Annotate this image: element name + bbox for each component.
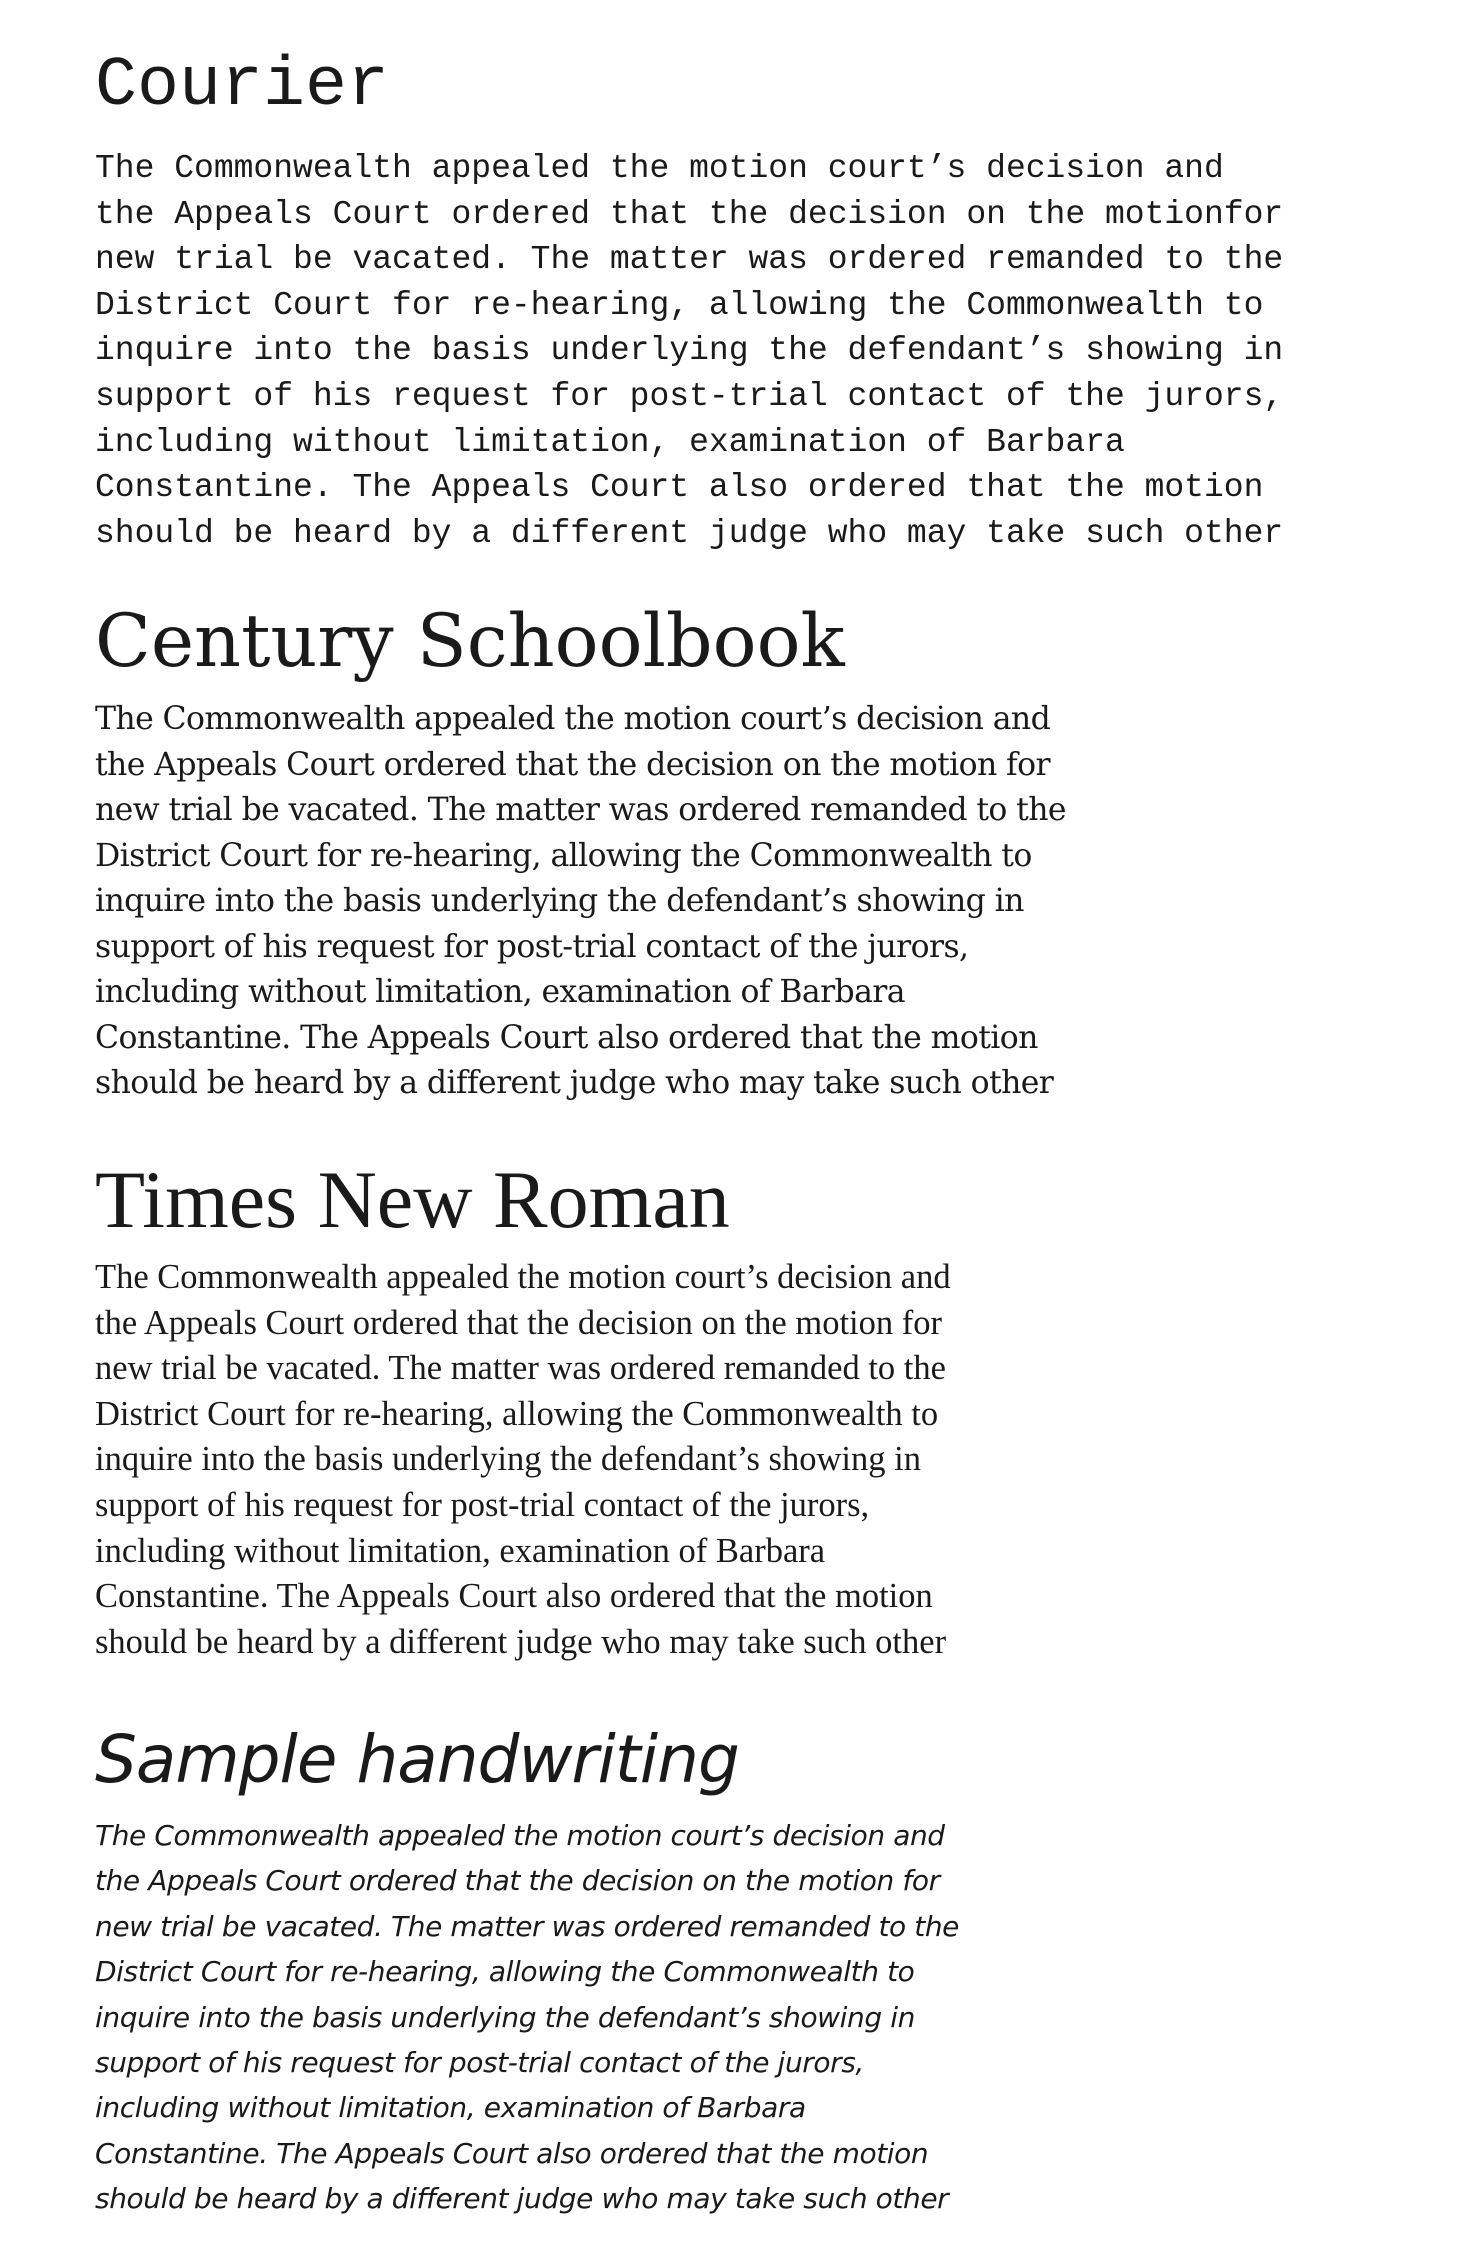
handwriting-line: inquire into the basis underlying the defendant’s showing in — [95, 2000, 916, 2034]
handwriting-line: Constantine. The Appeals Court also ordered that the motion — [95, 2136, 929, 2170]
century-schoolbook-paragraph — [95, 697, 1066, 1107]
century-schoolbook-sample — [95, 597, 1066, 1107]
courier-line: new trial be vacated. The matter was ordered remanded to the — [95, 241, 1284, 279]
handwriting-line: support of his request for post-trial contact of the jurors, — [95, 2046, 864, 2080]
times-new-roman-line: The Commonwealth appealed the motion court’s decision and — [95, 1258, 951, 1296]
times-new-roman-line: Constantine. The Appeals Court also ordered that the motion — [95, 1577, 933, 1616]
courier-paragraph — [95, 146, 1283, 556]
century-schoolbook-line: new trial be vacated. The matter was ordered remanded to the — [95, 792, 1066, 828]
century-schoolbook-line: The Commonwealth appealed the motion court’s decision and — [95, 701, 1051, 737]
times-new-roman-line: District Court for re-hearing, allowing the Commonwealth to — [95, 1394, 939, 1433]
courier-line: support of his request for post-trial contact of the jurors, — [95, 377, 1284, 415]
century-schoolbook-line: including without limitation, examination of Barbara — [95, 974, 905, 1010]
courier-line: should be heard by a different judge who may take such other — [95, 514, 1284, 552]
handwriting-paragraph — [95, 1813, 959, 2222]
century-schoolbook-line: should be heard by a different judge who may take such other — [95, 1065, 1054, 1101]
century-schoolbook-line: inquire into the basis underlying the defendant’s showing in — [95, 883, 1024, 919]
courier-line: District Court for re-hearing, allowing the Commonwealth to — [95, 286, 1264, 324]
times-new-roman-paragraph — [95, 1255, 951, 1665]
century-schoolbook-heading: Century Schoolbook — [95, 599, 845, 684]
courier-heading: Courier — [95, 47, 390, 126]
courier-line: Constantine. The Appeals Court also ordered that the motion — [95, 469, 1264, 507]
times-new-roman-line: support of his request for post-trial contact of the jurors, — [95, 1485, 870, 1524]
courier-sample — [95, 42, 1283, 556]
courier-line: The Commonwealth appealed the motion court’s decision and — [95, 150, 1224, 187]
century-schoolbook-line: the Appeals Court ordered that the decision on the motion for — [95, 746, 1050, 783]
handwriting-line: The Commonwealth appealed the motion court’s decision and — [95, 1819, 945, 1852]
handwriting-line: new trial be vacated. The matter was ordered remanded to the — [95, 1909, 960, 1943]
times-new-roman-line: inquire into the basis underlying the defendant’s showing in — [95, 1440, 921, 1479]
century-schoolbook-line: District Court for re-hearing, allowing the Commonwealth to — [95, 837, 1032, 874]
handwriting-line: District Court for re-hearing, allowing the Commonwealth to — [95, 1955, 915, 1989]
handwriting-line: should be heard by a different judge who may take such other — [95, 2182, 949, 2216]
times-new-roman-sample — [95, 1155, 951, 1665]
century-schoolbook-line: Constantine. The Appeals Court also ordered that the motion — [95, 1019, 1038, 1056]
times-new-roman-line: should be heard by a different judge who may take such other — [95, 1622, 947, 1661]
handwriting-sample — [95, 1715, 959, 2222]
courier-line: including without limitation, examination of Barbara — [95, 423, 1125, 461]
century-schoolbook-line: support of his request for post-trial contact of the jurors, — [95, 928, 969, 965]
courier-line: the Appeals Court ordered that the decision on the motionfor — [95, 195, 1284, 233]
handwriting-heading: Sample handwriting — [95, 1721, 739, 1798]
times-new-roman-heading: Times New Roman — [95, 1154, 730, 1245]
handwriting-line: the Appeals Court ordered that the decision on the motion for — [95, 1864, 940, 1898]
times-new-roman-line: the Appeals Court ordered that the decision on the motion for — [95, 1303, 942, 1342]
times-new-roman-line: new trial be vacated. The matter was ordered remanded to the — [95, 1349, 946, 1388]
courier-line: inquire into the basis underlying the defendant’s showing in — [95, 332, 1284, 370]
times-new-roman-line: including without limitation, examination of Barbara — [95, 1531, 826, 1570]
handwriting-line: including without limitation, examination of Barbara — [95, 2091, 806, 2125]
